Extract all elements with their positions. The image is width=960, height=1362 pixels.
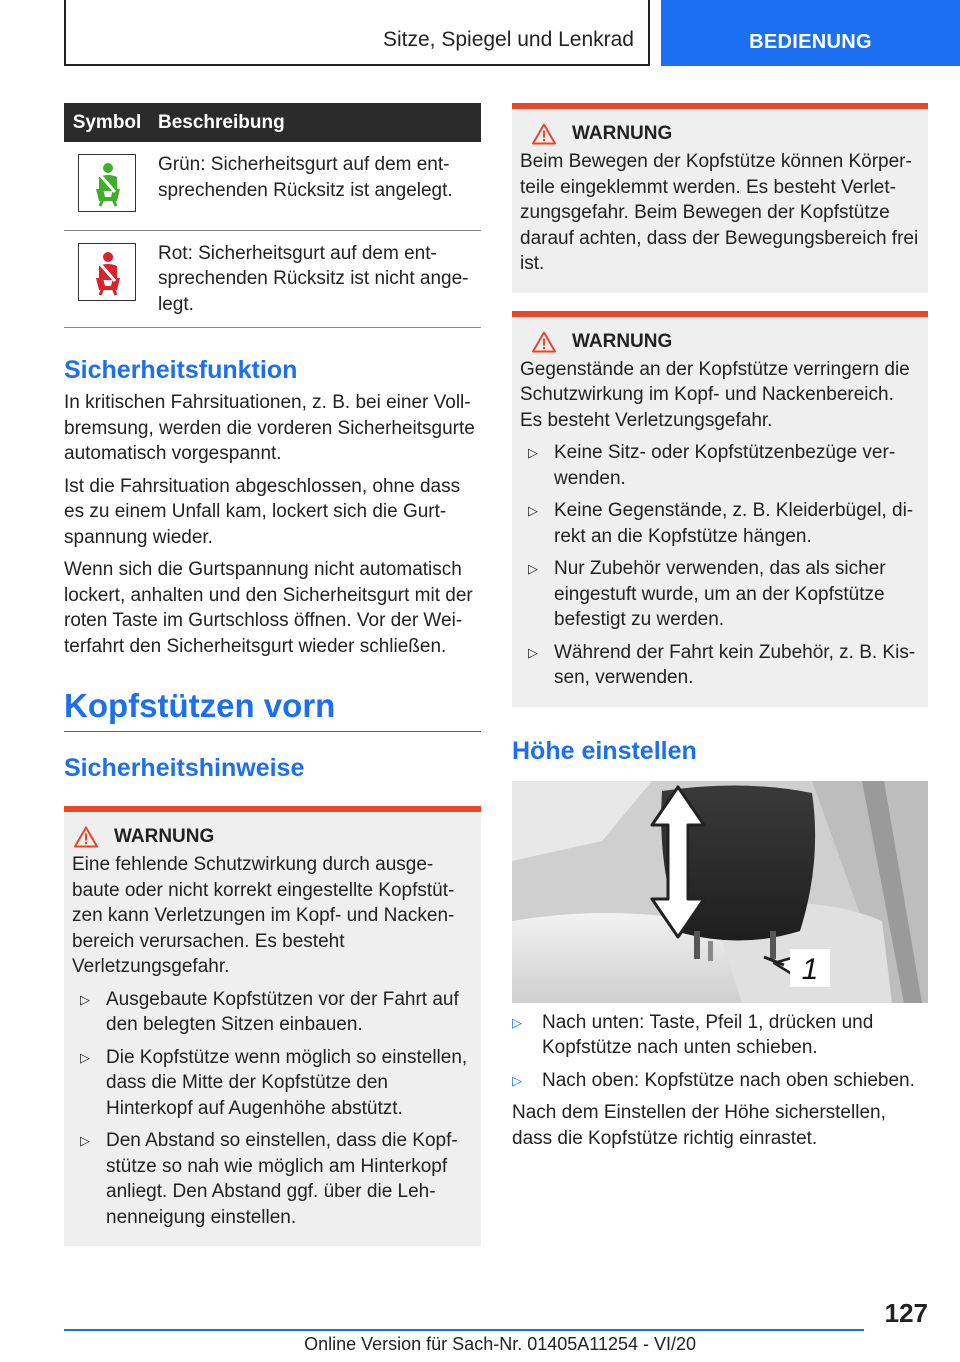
chapter-title: Sitze, Spiegel und Lenkrad xyxy=(382,28,634,51)
paragraph: Ist die Fahrsituation abgeschlossen, ohne dass es zu einem Unfall kam, lockert sich die Gurtspannung wieder. xyxy=(64,475,461,548)
table-header-symbol: Symbol xyxy=(64,103,150,142)
warning-label: WARNUNG xyxy=(572,123,673,144)
warning-box xyxy=(64,806,481,1246)
bullet-marker: ▷ xyxy=(80,1133,90,1148)
symbol-table xyxy=(64,103,481,328)
list-item-text: Den Abstand so einstellen, dass die Kopfstütze so nah wie möglich am Hinterkopf anliegt. Den Abstand ggf. über die Lehnenneigung einstellen. xyxy=(106,1130,458,1228)
warning-text: Beim Bewegen der Kopfstütze können Körperteile eingeklemmt werden. Es besteht Verletzungsgefahr. Beim Bewegen der Kopfstütze darauf achten, dass der Bewegungsbereich frei ist. xyxy=(520,151,919,274)
section-tab[interactable]: BEDIENUNG xyxy=(661,0,960,66)
list-item xyxy=(520,640,920,691)
warning-triangle-icon xyxy=(532,123,556,145)
list-item-text: Nur Zubehör verwenden, das als sicher eingestuft wurde, um an der Kopfstütze befestigt zu werden. xyxy=(554,558,886,630)
list-item-text: Nach unten: Taste, Pfeil 1, drücken und Kopfstütze nach unten schieben. xyxy=(542,1011,874,1058)
bullet-marker: ▷ xyxy=(512,1072,522,1088)
chapter-heading: Kopfstützen vorn xyxy=(64,687,336,724)
section-heading: Sicherheitsfunktion xyxy=(64,356,298,384)
list-item xyxy=(520,556,920,633)
bullet-marker: ▷ xyxy=(512,1014,522,1030)
seatbelt-green-icon xyxy=(78,154,136,212)
paragraph: In kritischen Fahrsituationen, z. B. bei einer Vollbremsung, werden die vorderen Sicherheitsgurte automatisch vorgespannt. xyxy=(64,392,475,464)
bullet-marker: ▷ xyxy=(528,503,538,518)
table-row xyxy=(64,230,481,328)
headrest-photo xyxy=(512,781,928,1003)
table-cell-symbol xyxy=(64,230,150,328)
section-heading: Sicherheitshinweise xyxy=(64,754,305,782)
bullet-marker: ▷ xyxy=(528,561,538,576)
warning-title xyxy=(72,826,473,848)
table-cell-description: Grün: Sicherheitsgurt auf dem entsprechenden Rücksitz ist angelegt. xyxy=(150,142,481,230)
list-item-text: Ausgebaute Kopfstützen vor der Fahrt auf den belegten Sitzen einbauen. xyxy=(106,988,459,1035)
section-heading: Höhe einstellen xyxy=(512,736,697,765)
warning-text: Gegenstände an der Kopfstütze verringern die Schutzwirkung im Kopf- und Nackenbereich. Es besteht Verletzungsgefahr. xyxy=(520,358,910,431)
header-border-bottom xyxy=(64,64,650,66)
list-item-text: Nach oben: Kopfstütze nach oben schieben. xyxy=(542,1069,915,1091)
header-border-left xyxy=(64,0,66,66)
safety-function-section xyxy=(64,354,481,659)
list-item-text: Während der Fahrt kein Zubehör, z. B. Kissen, verwenden. xyxy=(554,641,916,688)
seatbelt-red-icon xyxy=(78,243,136,301)
list-item-text: Die Kopfstütze wenn möglich so einstellen, dass die Mitte der Kopfstütze den Hinterkopf auf Augenhöhe abstützt. xyxy=(106,1046,468,1119)
warning-box xyxy=(512,103,928,293)
right-column xyxy=(512,103,928,1151)
bullet-marker: ▷ xyxy=(80,991,90,1007)
bullet-marker: ▷ xyxy=(528,644,538,660)
page-number: 127 xyxy=(884,1298,928,1328)
list-item-text: Keine Sitz- oder Kopfstützenbezüge verwenden. xyxy=(554,442,896,489)
paragraph: Wenn sich die Gurtspannung nicht automatisch lockert, anhalten und den Sicherheitsgurt mit der roten Taste im Gurtschloss öffnen. Vor der Weiterfahrt den Sicherheitsgurt wieder schließen. xyxy=(64,559,473,657)
warning-triangle-icon xyxy=(532,331,556,353)
paragraph: Nach dem Einstellen der Höhe sicherstellen, dass die Kopfstütze richtig einrastet. xyxy=(512,1102,886,1149)
left-column xyxy=(64,103,481,1246)
list-item xyxy=(512,1010,928,1061)
footer-rule xyxy=(64,1329,864,1331)
chapter-heading-block xyxy=(64,685,481,732)
warning-title xyxy=(520,331,920,353)
list-item xyxy=(72,987,473,1038)
bullet-marker: ▷ xyxy=(80,1049,90,1065)
warning-triangle-icon xyxy=(74,826,98,848)
warning-bullet-list xyxy=(520,440,920,691)
table-cell-description: Rot: Sicherheitsgurt auf dem entsprechenden Rücksitz ist nicht angelegt. xyxy=(150,230,481,328)
list-item xyxy=(520,440,920,491)
warning-label: WARNUNG xyxy=(572,330,673,352)
bullet-marker: ▷ xyxy=(528,445,538,460)
table-header-row xyxy=(64,103,481,142)
height-bullet-list xyxy=(512,1010,928,1094)
list-item xyxy=(520,498,920,549)
warning-bullet-list xyxy=(72,987,473,1231)
list-item-text: Keine Gegenstände, z. B. Kleiderbügel, direkt an die Kopfstütze hängen. xyxy=(554,500,914,547)
list-item xyxy=(72,1045,473,1122)
table-header-description: Beschreibung xyxy=(150,103,481,142)
warning-label: WARNUNG xyxy=(114,826,215,847)
list-item xyxy=(72,1128,473,1230)
footer-online-version: Online Version für Sach-Nr. 01405A11254 - VI/20 xyxy=(304,1334,696,1354)
table-cell-symbol xyxy=(64,142,150,230)
warning-text: Eine fehlende Schutzwirkung durch ausgebaute oder nicht korrekt eingestellte Kopfstützen kann Verletzungen im Kopf- und Nackenbereich verursachen. Es besteht Verletzungsgefahr. xyxy=(72,854,455,977)
table-row xyxy=(64,142,481,230)
list-item xyxy=(512,1068,928,1094)
image-callout-number: 1 xyxy=(801,952,819,986)
header-border-right xyxy=(648,0,650,66)
warning-box xyxy=(512,311,928,707)
warning-title xyxy=(520,123,920,145)
